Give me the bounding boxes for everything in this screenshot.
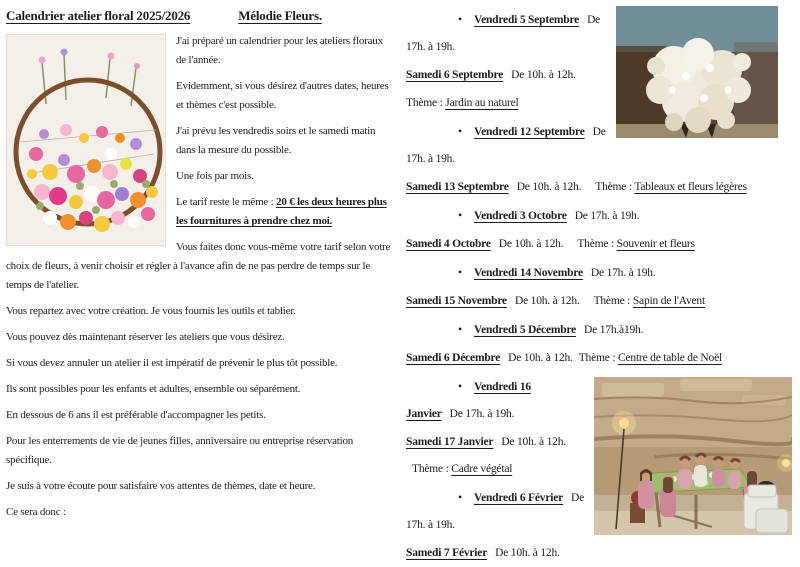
bullet-icon: • [458, 12, 463, 26]
entry-date: Vendredi 12 Septembre [474, 126, 585, 138]
entry-date: Samedi 4 Octobre [406, 238, 491, 250]
entry-time: De 17h. à 19h. [406, 14, 601, 53]
bullet-icon: • [458, 379, 463, 393]
schedule-entry [406, 259, 792, 287]
schedule-entry [406, 202, 792, 230]
schedule-entry [406, 174, 792, 201]
intro-paragraph: En dessous de 6 ans il est préférable d'accompagner les petits. [6, 409, 266, 421]
entry-time: De 10h. à 12h. [516, 181, 582, 193]
entry-date: Samedi 7 Février [406, 547, 488, 559]
theme-value: Jardin au naturel [445, 97, 519, 109]
schedule-entry [406, 540, 792, 567]
theme-value: Sapin de l'Avent [632, 295, 705, 307]
entry-date: Vendredi 14 Novembre [474, 267, 583, 279]
workshop-photo [594, 377, 792, 535]
entry-date: Samedi 13 Septembre [406, 181, 509, 193]
entry-date: Samedi 6 Décembre [406, 352, 501, 364]
intro-paragraph: Pour les enterrements de vie de jeunes filles, anniversaire ou entreprise réservation spécifique. [6, 435, 354, 466]
brand-title: Mélodie Fleurs. [238, 8, 322, 23]
entry-time: De 10h. à 12h. [508, 352, 573, 364]
bouquet-photo [616, 6, 778, 138]
theme-label: Thème : [577, 238, 614, 250]
theme-label: Thème : [412, 463, 449, 475]
entry-date: Vendredi 5 Décembre [474, 324, 577, 336]
intro-paragraph: J'ai prévu les vendredis soirs et le samedi matin dans la mesure du possible. [176, 125, 376, 156]
bullet-icon: • [458, 490, 463, 504]
intro-paragraph: Ce sera donc : [6, 506, 66, 518]
intro-paragraph: Si vous devez annuler un atelier il est impératif de prévenir le plus tôt possible. [6, 357, 338, 369]
entry-date: Vendredi 5 Septembre [474, 14, 580, 26]
schedule-entry [406, 316, 792, 344]
workshop-photo-graphic [594, 377, 792, 535]
intro-paragraph: Une fois par mois. [176, 170, 254, 182]
entry-date: Samedi 17 Janvier [406, 436, 494, 448]
entry-time: De 17h. à 19h. [590, 267, 656, 279]
theme-label: Thème : [578, 352, 616, 364]
theme-value: Tableaux et fleurs légères [634, 181, 747, 193]
entry-time: De 17h. à 19h. [406, 126, 606, 165]
theme-label: Thème : [593, 295, 631, 307]
theme-value: Centre de table de Noël [618, 352, 722, 364]
left-column [0, 0, 402, 553]
bullet-icon: • [458, 208, 463, 222]
right-column [402, 0, 800, 559]
intro-paragraph: Evidemment, si vous désirez d'autres dates, heures et thèmes c'est possible. [176, 80, 389, 111]
intro-paragraph: Ils sont possibles pour les enfants et adultes, ensemble ou séparément. [6, 383, 301, 395]
bouquet-photo-graphic [616, 6, 778, 138]
bullet-icon: • [458, 322, 463, 336]
entry-date: Samedi 15 Novembre [406, 295, 507, 307]
theme-value: Cadre végétal [451, 463, 513, 475]
entry-date: Vendredi 16 Janvier [406, 381, 531, 420]
intro-paragraph: Je suis à votre écoute pour satisfaire vos attentes de thèmes, date et heure. [6, 480, 316, 492]
wreath-photo-graphic [6, 34, 166, 246]
wreath-photo [6, 34, 166, 246]
entry-time: De 10h. à 12h. [498, 238, 564, 250]
entry-time: De 10h. à 12h. [501, 436, 566, 448]
entry-time: De 10h. à 12h. [514, 295, 580, 307]
theme-label: Thème : [595, 181, 632, 193]
entry-time: De 17h.à19h. [584, 324, 644, 336]
intro-paragraph: Vous pouvez dès maintenant réserver les ateliers que vous désirez. [6, 331, 285, 343]
entry-date: Samedi 6 Septembre [406, 69, 504, 81]
intro-paragraph: J'ai préparé un calendrier pour les ateliers floraux de l'année. [176, 35, 383, 66]
theme-value: Souvenir et fleurs [616, 238, 695, 250]
entry-date: Vendredi 3 Octobre [474, 210, 567, 222]
entry-time: De 17h. à 19h. [449, 408, 515, 420]
tarif-amount: 20 € les deux heures plus les fournitures à prendre chez moi. [176, 196, 387, 227]
intro-paragraph: Vous repartez avec votre création. Je vous fournis les outils et tablier. [6, 305, 296, 317]
tarif-prefix: Le tarif reste le même : [176, 196, 277, 208]
theme-label: Thème : [406, 97, 443, 109]
schedule-entry [406, 288, 792, 315]
schedule-entry [406, 345, 792, 372]
entry-time: De 17h. à 19h. [406, 492, 585, 531]
entry-time: De 10h. à 12h. [511, 69, 576, 81]
bullet-icon: • [458, 124, 463, 138]
page-title: Calendrier atelier floral 2025/2026 [6, 8, 191, 23]
entry-date: Vendredi 6 Février [474, 492, 564, 504]
entry-time: De 10h. à 12h. [495, 547, 560, 559]
schedule-entry [406, 231, 792, 258]
intro-paragraph: Vous faites donc vous-même votre tarif selon votre choix de fleurs, à venir choisir et régler à l'avance afin de ne pas perdre de temps sur le temps de l'atelier. [6, 241, 391, 291]
header-row [6, 8, 394, 24]
bullet-icon: • [458, 265, 463, 279]
entry-time: De 17h. à 19h. [574, 210, 640, 222]
